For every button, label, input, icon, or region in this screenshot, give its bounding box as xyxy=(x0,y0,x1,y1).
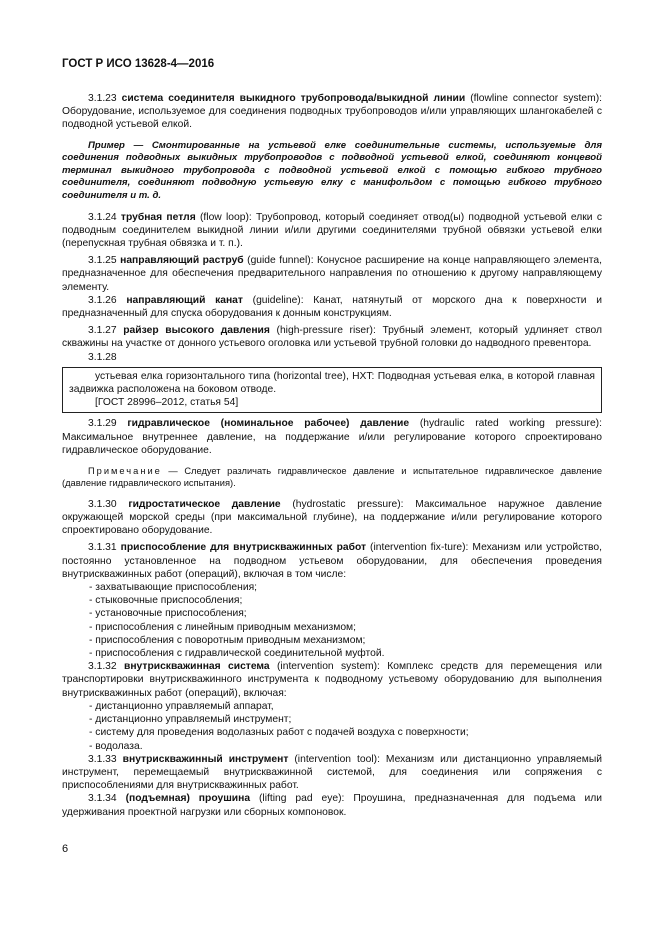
term-name: гидростатическое давление xyxy=(128,498,281,510)
list-item: - приспособления с гидравлической соединительной муфтой. xyxy=(89,648,385,660)
term-3-1-32 xyxy=(62,660,602,700)
term-3-1-34 xyxy=(62,792,602,818)
term-number: 3.1.25 xyxy=(88,255,117,267)
term-name: гидравлическое (номинальное рабочее) давление xyxy=(127,418,410,430)
term-name: райзер высокого давления xyxy=(123,325,270,337)
document-header: ГОСТ Р ИСО 13628-4—2016 xyxy=(62,58,215,70)
term-3-1-23 xyxy=(62,92,602,132)
example-paragraph: Пример — Смонтированные на устьевой елке соединительные системы, используемые для соединения подводных выкидных трубопроводов с подводной устьевой елкой, соединяют концевой терминал выкидного трубопровода с подводной устьевой елкой с помощью гибкого трубного соединителя, соединяют подводную устьевую елку с манифольдом с помощью гибкого трубного соединителя и т. д. xyxy=(62,139,602,201)
term-name: внутрискважинный инструмент xyxy=(122,753,289,765)
term-number: 3.1.34 xyxy=(88,793,117,805)
note-paragraph xyxy=(62,465,602,490)
quoted-definition: устьевая елка горизонтального типа (horizontal tree), HXT: Подводная устьевая елка, в которой главная задвижка расположена на боковом отводе. xyxy=(69,370,595,396)
term-3-1-25 xyxy=(62,254,602,294)
list-item: - стыковочные приспособления; xyxy=(89,595,243,607)
term-name: (подъемная) проушина xyxy=(125,793,251,805)
term-definition: (hydrostatic pressure): Максимальное наружное давление окружающей морской среды (при максимальной глубине), на поддержание и/или регулирование которого спроектировано оборудование. xyxy=(62,498,602,537)
term-3-1-28-number: 3.1.28 xyxy=(88,351,117,363)
term-name: направляющий канат xyxy=(126,294,243,306)
term-number: 3.1.30 xyxy=(88,498,117,510)
term-definition: (flow loop): Трубопровод, который соединяет отвод(ы) подводной устьевой елки с подводным соединителем выкидной линии и/или другими соединителями трубной обвязки устьевой елки (перепускная трубная обвязка и т. п.). xyxy=(62,211,602,249)
term-definition: (guide funnel): Конусное расширение на конце направляющего элемента, предназначенное для обеспечения предварительного направления по отношению к другому направляющему элементу. xyxy=(62,255,602,293)
term-definition: (intervention tool): Механизм или дистанционно управляемый инструмент, перемещаемый внутрискважинной системой, для соединения или сопряжения с приспособлениями для внутрискважинных работ. xyxy=(62,753,602,792)
term-3-1-26 xyxy=(62,294,602,320)
list-item: - установочные приспособления; xyxy=(89,608,247,620)
term-name: система соединителя выкидного трубопровода/выкидной линии xyxy=(121,93,466,104)
term-3-1-31 xyxy=(62,541,602,581)
quoted-definition-box xyxy=(62,367,602,414)
list-item: - дистанционно управляемый инструмент; xyxy=(89,714,292,726)
term-name: направляющий раструб xyxy=(120,255,244,267)
note-text: — Следует различать гидравлическое давление и испытательное гидравлическое давление (давление гидравлического испытания). xyxy=(62,466,602,489)
term-definition: (lifting pad eye): Проушина, предназначенная для подъема или удерживания проектной нагрузки или сборных компоновок. xyxy=(62,793,602,818)
list-item: - водолаза. xyxy=(89,740,143,752)
term-3-1-27 xyxy=(62,324,602,350)
term-definition: (flowline connector system): Оборудование, используемое для соединения подводных трубопроводов и/или управляющих шлангокабелей с подводной устьевой елкой. xyxy=(62,93,602,131)
term-name: внутрискважинная система xyxy=(124,661,270,673)
list-item: - приспособления с поворотным приводным механизмом; xyxy=(89,634,366,646)
term-number: 3.1.31 xyxy=(88,542,117,554)
term-name: трубная петля xyxy=(120,211,196,223)
term-3-1-33 xyxy=(62,753,602,793)
term-3-1-30 xyxy=(62,498,602,538)
term-number: 3.1.23 xyxy=(88,93,117,104)
term-number: 3.1.26 xyxy=(88,294,117,306)
term-number: 3.1.32 xyxy=(88,661,117,673)
term-number: 3.1.33 xyxy=(88,753,117,765)
term-definition: (intervention fix-ture): Механизм или устройство, постоянно установленное на подводном устьевом оборудовании, для обеспечения проведения внутрискважинных работ (операций), включая в том числе: xyxy=(62,542,602,580)
term-definition: (high-pressure riser): Трубный элемент, который удлиняет ствол скважины на участке от донного устьевого оголовка или устьевой трубной головки до надводного превентора. xyxy=(62,325,602,350)
note-label: Примечание xyxy=(88,466,162,477)
list-item: - дистанционно управляемый аппарат, xyxy=(89,700,274,712)
quoted-reference: [ГОСТ 28996–2012, статья 54] xyxy=(95,397,239,409)
term-name: приспособление для внутрискважинных работ xyxy=(120,542,367,554)
term-number: 3.1.27 xyxy=(88,325,117,337)
list-item: - захватывающие приспособления; xyxy=(89,582,258,594)
term-3-1-24 xyxy=(62,211,602,251)
list-item: - приспособления с линейным приводным механизмом; xyxy=(89,621,356,633)
term-number: 3.1.29 xyxy=(88,418,117,430)
term-definition: (hydraulic rated working pressure): Максимальное внутреннее давление, на поддержание и/или регулирование которого спроектировано гидравлическое оборудование. xyxy=(62,418,602,456)
list-item: - систему для проведения водолазных работ с подачей воздуха с поверхности; xyxy=(89,727,469,739)
term-number: 3.1.24 xyxy=(88,211,117,223)
document-page xyxy=(62,58,602,819)
term-3-1-29 xyxy=(62,417,602,457)
term-definition: (guideline): Канат, натянутый от морского дна к поверхности и предназначенный для спуска оборудования к донным конструкциям. xyxy=(62,294,602,319)
term-definition: (intervention system): Комплекс средств для перемещения или транспортировки внутрискважинного инструмента к подводному устьевому оборудованию для выполнения внутрискважинных работ (операций), включая: xyxy=(62,661,602,699)
page-number: 6 xyxy=(62,843,69,855)
